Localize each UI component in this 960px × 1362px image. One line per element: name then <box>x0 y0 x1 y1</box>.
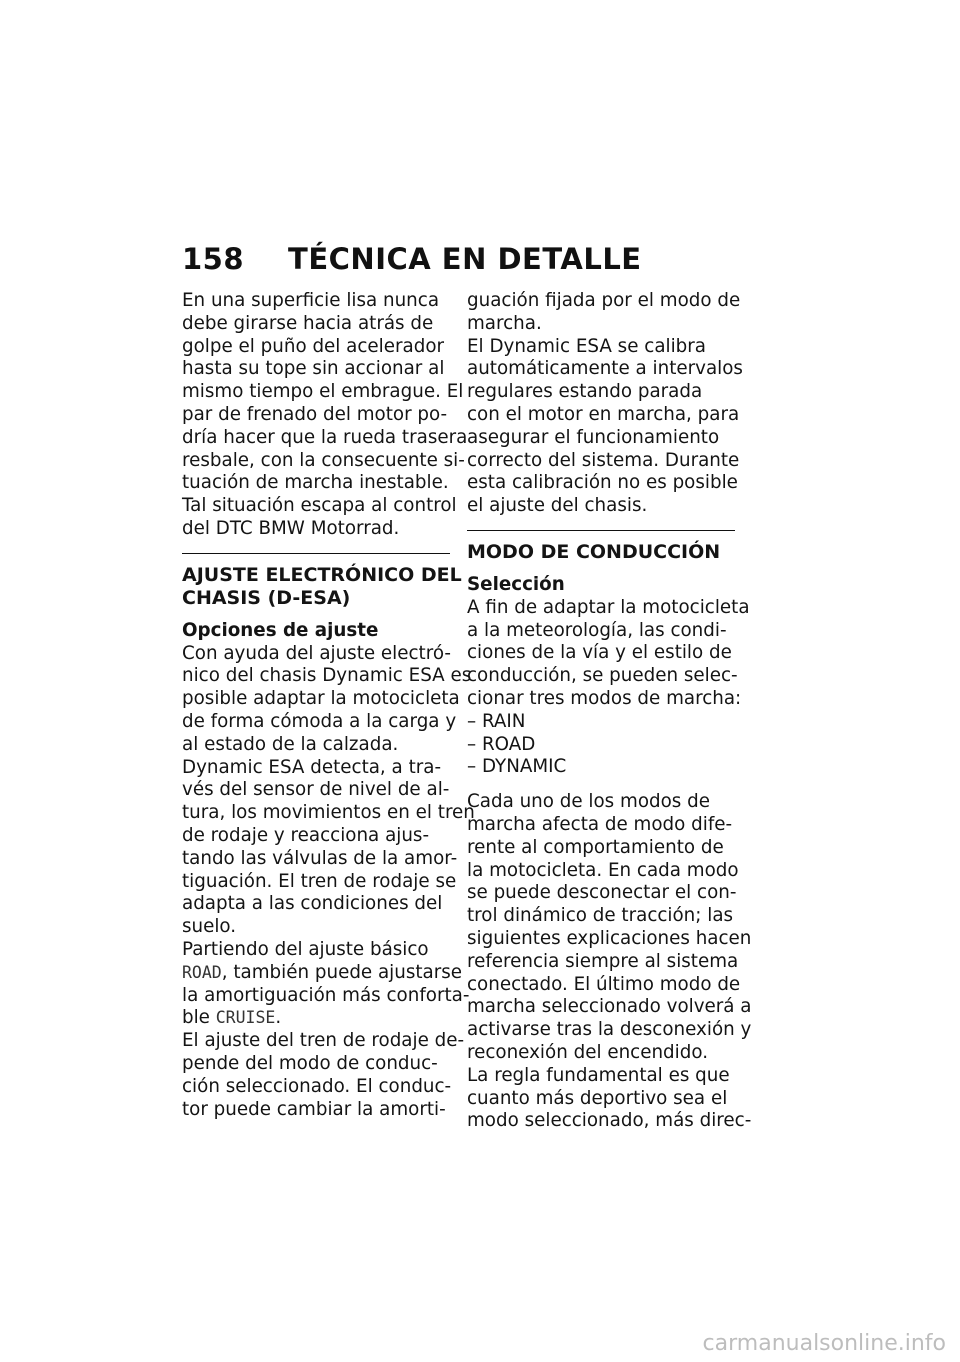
subheading: Selección <box>467 573 565 595</box>
text-line: de forma cómoda a la carga y <box>182 710 457 732</box>
text-line: adapta a las condiciones del <box>182 893 443 915</box>
text-line: conectado. El último modo de <box>467 973 741 995</box>
subheading: Opciones de ajuste <box>182 619 379 641</box>
text-line: dría hacer que la rueda trasera <box>182 426 468 448</box>
text-line: El ajuste del tren de rodaje de- <box>182 1030 465 1052</box>
text-line: En una superficie lisa nunca <box>182 290 440 311</box>
text-line: par de frenado del motor po- <box>182 403 448 425</box>
selection-paragraph <box>467 596 750 711</box>
section-divider <box>182 553 450 554</box>
right-column <box>467 290 752 1133</box>
list-item: – RAIN <box>467 710 526 732</box>
text-line <box>182 1007 452 1030</box>
intro-paragraph <box>182 290 468 541</box>
text-line: debe girarse hacia atrás de <box>182 312 434 334</box>
text-line: guación fijada por el modo de <box>467 290 741 311</box>
text-line: esta calibración no es posible <box>467 472 738 494</box>
text-line: la amortiguación más conforta- <box>182 984 470 1006</box>
text-line: cionar tres modos de marcha: <box>467 687 742 709</box>
text-line: se puede desconectar el con- <box>467 882 737 904</box>
text-line: trol dinámico de tracción; las <box>467 905 734 927</box>
text-line: siguientes explicaciones hacen <box>467 927 752 949</box>
watermark-link[interactable]: carmanualsonline.info <box>702 1331 946 1356</box>
text-line: regulares estando parada <box>467 381 703 403</box>
text-line: conducción, se pueden selec- <box>467 665 738 687</box>
code-road: ROAD <box>182 962 222 982</box>
body-paragraph <box>467 791 752 1133</box>
text-line <box>182 961 463 985</box>
text-line: rente al comportamiento de <box>467 836 724 858</box>
text-line: activarse tras la desconexión y <box>467 1019 752 1041</box>
text-line: marcha afecta de modo dife- <box>467 813 733 835</box>
section-title: MODO DE CONDUCCIÓN <box>467 540 721 563</box>
code-cruise: CRUISE <box>215 1008 276 1028</box>
text-line: de rodaje y reacciona ajus- <box>182 824 430 846</box>
text-line: tando las válvulas de la amor- <box>182 847 458 869</box>
text-line: cuanto más deportivo sea el <box>467 1087 728 1109</box>
text-line: tiguación. El tren de rodaje se <box>182 870 457 892</box>
text-line: a la meteorología, las condi- <box>467 619 727 641</box>
text-line: tura, los movimientos en el tren <box>182 802 475 824</box>
continued-paragraph <box>467 290 743 518</box>
text-line: golpe el puño del acelerador <box>182 335 445 357</box>
text-line: ciones de la vía y el estilo de <box>467 642 732 664</box>
mode-list <box>467 711 737 779</box>
chapter-title: TÉCNICA EN DETALLE <box>288 242 642 276</box>
text-line: Tal situación escapa al control <box>182 495 457 517</box>
body-paragraph <box>182 642 475 1122</box>
text-fragment: , también puede ajustarse <box>221 961 463 983</box>
text-fragment: . <box>275 1007 282 1029</box>
text-line: reconexión del encendido. <box>467 1041 709 1063</box>
section-divider <box>467 530 735 531</box>
text-line: al estado de la calzada. <box>182 733 399 755</box>
text-line: marcha seleccionado volverá a <box>467 996 752 1018</box>
text-line: A fin de adaptar la motocicleta <box>467 596 750 618</box>
text-line: marcha. <box>467 312 542 334</box>
text-line: posible adaptar la motocicleta <box>182 688 460 710</box>
text-line: mismo tiempo el embrague. El <box>182 381 464 403</box>
page-number: 158 <box>182 242 245 276</box>
list-item: – ROAD <box>467 733 536 755</box>
text-line: Dynamic ESA detecta, a tra- <box>182 756 442 778</box>
text-line: Partiendo del ajuste básico <box>182 938 429 960</box>
text-line: tor puede cambiar la amorti- <box>182 1098 446 1120</box>
section-title-line: CHASIS (D-ESA) <box>182 586 351 609</box>
text-line: la motocicleta. En cada modo <box>467 859 739 881</box>
text-line: ción seleccionado. El conduc- <box>182 1075 452 1097</box>
text-line: tuación de marcha inestable. <box>182 472 449 494</box>
text-line: referencia siempre al sistema <box>467 950 739 972</box>
text-fragment: ble <box>182 1007 216 1029</box>
text-line: Cada uno de los modos de <box>467 791 710 813</box>
text-line: suelo. <box>182 916 237 938</box>
text-line: resbale, con la consecuente si- <box>182 449 465 471</box>
text-line: el ajuste del chasis. <box>467 495 648 517</box>
list-item: – DYNAMIC <box>467 756 567 778</box>
left-column <box>182 290 475 1121</box>
text-line: nico del chasis Dynamic ESA es <box>182 665 472 687</box>
text-line: hasta su tope sin accionar al <box>182 358 445 380</box>
section-title <box>182 563 462 610</box>
section-title-line: AJUSTE ELECTRÓNICO DEL <box>182 563 462 586</box>
text-line: del DTC BMW Motorrad. <box>182 517 400 539</box>
text-line: Con ayuda del ajuste electró- <box>182 642 451 664</box>
text-line: La regla fundamental es que <box>467 1064 730 1086</box>
text-line: El Dynamic ESA se calibra <box>467 335 707 357</box>
text-line: pende del modo de conduc- <box>182 1052 438 1074</box>
spacer <box>467 779 737 791</box>
text-line: correcto del sistema. Durante <box>467 449 740 471</box>
text-line: automáticamente a intervalos <box>467 358 743 380</box>
text-line: con el motor en marcha, para <box>467 403 740 425</box>
text-line: asegurar el funcionamiento <box>467 426 720 448</box>
text-line: vés del sensor de nivel de al- <box>182 779 450 801</box>
text-line: modo seleccionado, más direc- <box>467 1110 752 1132</box>
page-header <box>182 242 642 276</box>
